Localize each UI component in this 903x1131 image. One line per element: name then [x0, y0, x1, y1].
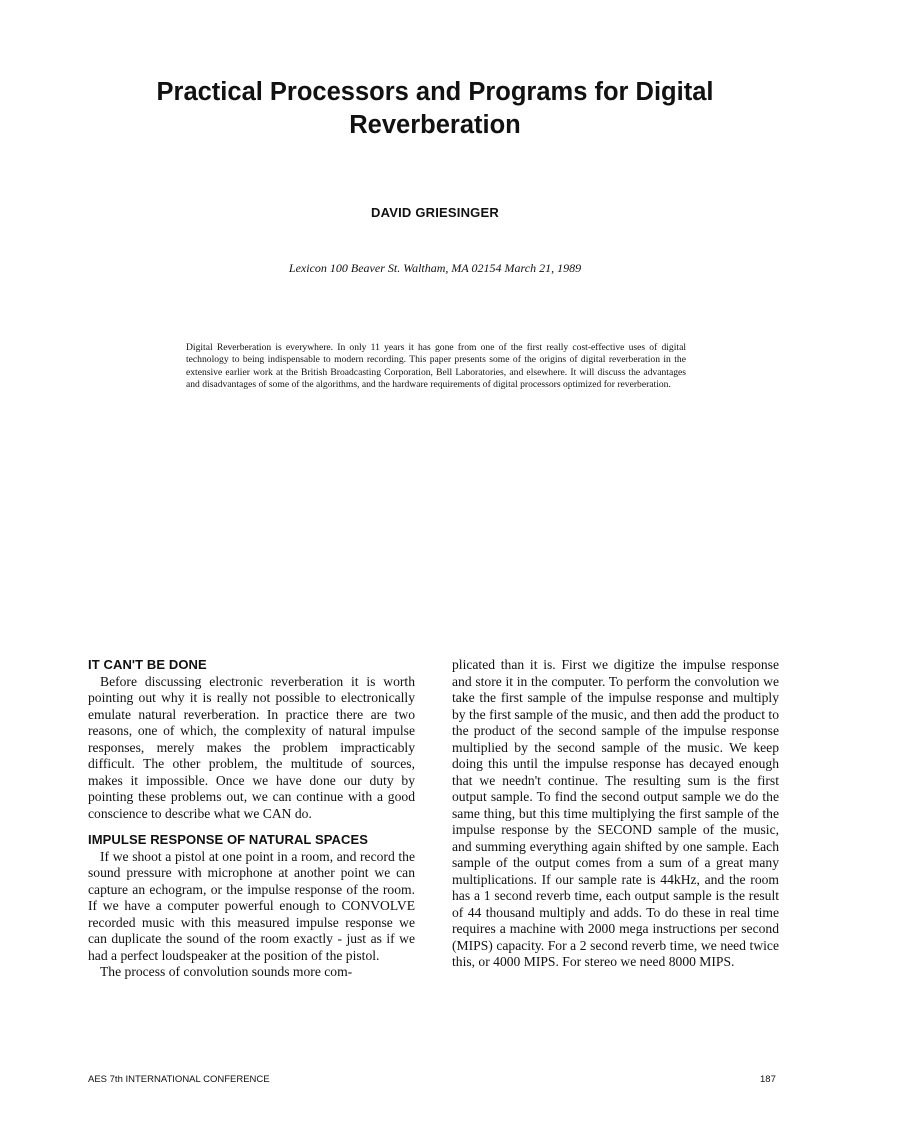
title-line-2: Reverberation: [349, 111, 521, 139]
section-heading-cant-be-done: IT CAN'T BE DONE: [88, 657, 207, 672]
left-column: [88, 657, 415, 981]
footer-page-number: 187: [760, 1074, 776, 1085]
right-column: [452, 657, 779, 971]
section-1-paragraph: Before discussing electronic reverberation it is worth pointing out why it is really not possible to electronically emulate natural reverberation. In practice there are two reasons, one of which, the complexity of natural impulse responses, merely makes the problem impracticably difficult. The other problem, the multitude of sources, makes it impossible. Once we have done our duty by pointing these problems out, we can continue with a good conscience to describe what we CAN do.: [88, 673, 415, 821]
section-heading-impulse-response: IMPULSE RESPONSE OF NATURAL SPACES: [88, 832, 369, 847]
paper-title: [120, 76, 750, 142]
section-2-paragraph-2-start: The process of convolution sounds more com-: [100, 964, 353, 979]
title-line-1: Practical Processors and Programs for Digital: [156, 78, 714, 106]
footer-conference: AES 7th INTERNATIONAL CONFERENCE: [88, 1074, 270, 1085]
section-2-paragraph-1: If we shoot a pistol at one point in a room, and record the sound pressure with microphone at another point we can capture an echogram, or the impulse response of the room. If we have a computer powerful enough to CONVOLVE recorded music with this measured impulse response we can duplicate the sound of the room exactly - just as if we had a perfect loudspeaker at the position of the pistol.: [88, 848, 415, 963]
author-name: DAVID GRIESINGER: [371, 205, 499, 220]
section-2-paragraph-2-continued: plicated than it is. First we digitize the impulse response and store it in the computer. To perform the convolution we take the first sample of the impulse response and multiply by the first sample of the music, and then add the product to the product of the second sample of the impulse response multiplied by the second sample of the music. We keep doing this until the impulse response has decayed enough that we needn't continue. The resulting sum is the first output sample. To find the second output sample we do the same thing, but this time multiplying the first sample of the impulse response by the SECOND sample of the music, and summing everything again shifted by one sample. Each sample of the output comes from a sum of a great many multiplications. If our sample rate is 44kHz, and the room has a 1 second reverb time, each output sample is the result of 44 thousand multiply and adds. To do these in real time requires a machine with 2000 mega instructions per second (MIPS) capacity. For a 2 second reverb time, we need twice this, or 4000 MIPS. For stereo we need 8000 MIPS.: [452, 657, 779, 969]
author-affiliation: Lexicon 100 Beaver St. Waltham, MA 02154 March 21, 1989: [288, 261, 582, 275]
abstract: Digital Reverberation is everywhere. In only 11 years it has gone from one of the first really cost-effective uses of digital technology to being indispensable to modern recording. This paper presents some of the origins of digital reverberation in the extensive earlier work at the British Broadcasting Corporation, Bell Laboratories, and elsewhere. It will discuss the advantages and disadvantages of some of the algorithms, and the hardware requirements of digital processors optimized for reverberation.: [186, 342, 686, 391]
